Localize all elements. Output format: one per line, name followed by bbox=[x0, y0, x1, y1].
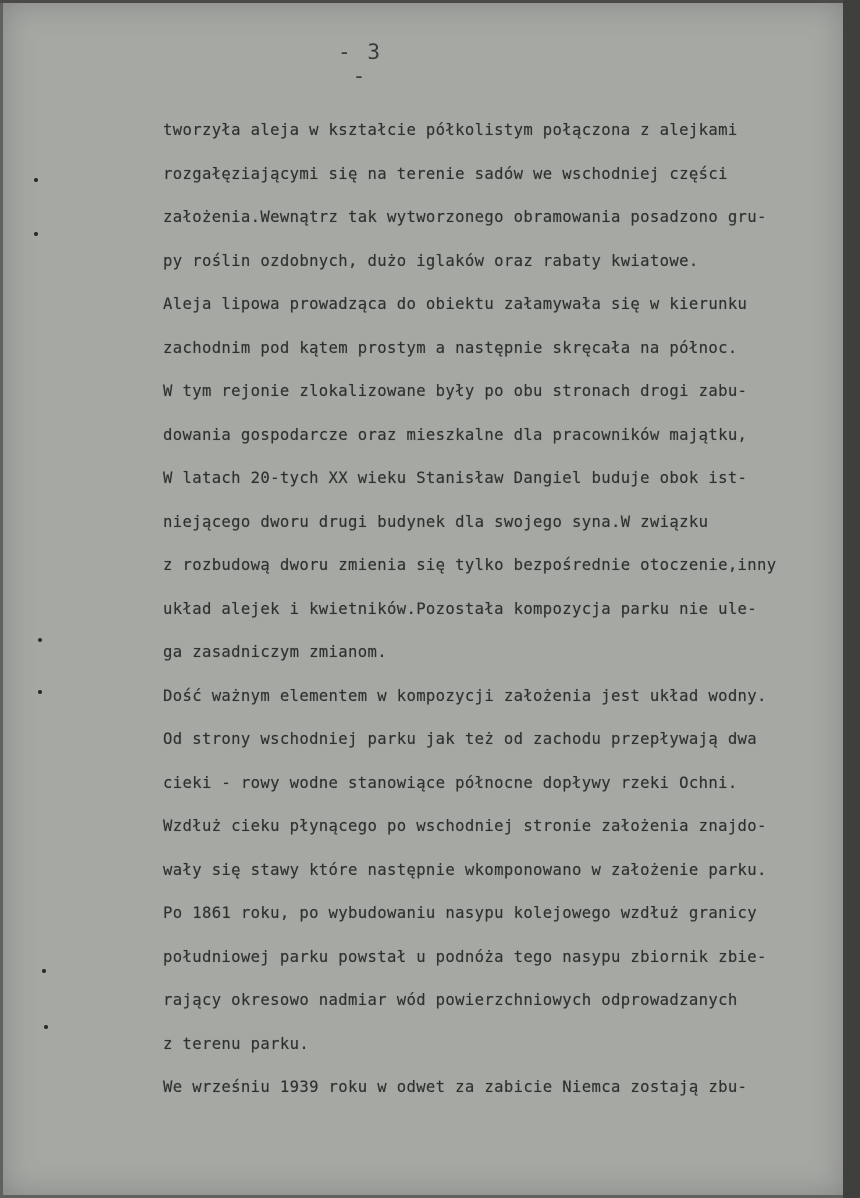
text-line: rozgałęziającymi się na terenie sadów we wschodniej części bbox=[163, 165, 728, 183]
text-line: z rozbudową dworu zmienia się tylko bezpośrednie otoczenie,inny bbox=[163, 556, 777, 574]
text-line: W latach 20-tych XX wieku Stanisław Dangiel buduje obok ist- bbox=[163, 469, 748, 487]
text-line: Dość ważnym elementem w kompozycji założenia jest układ wodny. bbox=[163, 687, 767, 705]
page-number: - 3 - bbox=[338, 40, 382, 88]
text-line: założenia.Wewnątrz tak wytworzonego obramowania posadzono gru- bbox=[163, 208, 767, 226]
margin-mark bbox=[34, 178, 38, 182]
text-line: W tym rejonie zlokalizowane były po obu stronach drogi zabu- bbox=[163, 382, 748, 400]
margin-mark bbox=[42, 969, 46, 973]
margin-mark bbox=[38, 690, 42, 694]
text-line: Aleja lipowa prowadząca do obiektu załamywała się w kierunku bbox=[163, 295, 748, 313]
text-line: ga zasadniczym zmianom. bbox=[163, 643, 387, 661]
scan-border-top bbox=[0, 0, 860, 3]
text-line: wały się stawy które następnie wkomponowano w założenie parku. bbox=[163, 861, 767, 879]
margin-mark bbox=[44, 1025, 48, 1029]
margin-mark bbox=[38, 638, 42, 642]
text-line: We wrześniu 1939 roku w odwet za zabicie Niemca zostają zbu- bbox=[163, 1078, 748, 1096]
text-line: Po 1861 roku, po wybudowaniu nasypu kolejowego wzdłuż granicy bbox=[163, 904, 758, 922]
text-line: niejącego dworu drugi budynek dla swojego syna.W związku bbox=[163, 513, 709, 531]
text-line: tworzyła aleja w kształcie półkolistym połączona z alejkami bbox=[163, 121, 738, 139]
text-line: rający okresowo nadmiar wód powierzchniowych odprowadzanych bbox=[163, 991, 738, 1009]
text-line: zachodnim pod kątem prostym a następnie skręcała na północ. bbox=[163, 339, 738, 357]
text-line: południowej parku powstał u podnóża tego nasypu zbiornik zbie- bbox=[163, 948, 767, 966]
text-line: z terenu parku. bbox=[163, 1035, 310, 1053]
margin-mark bbox=[34, 232, 38, 236]
text-line: py roślin ozdobnych, dużo iglaków oraz rabaty kwiatowe. bbox=[163, 252, 699, 270]
text-line: Od strony wschodniej parku jak też od zachodu przepływają dwa bbox=[163, 730, 758, 748]
scan-border-right bbox=[843, 0, 860, 1198]
text-line: cieki - rowy wodne stanowiące północne dopływy rzeki Ochni. bbox=[163, 774, 738, 792]
text-line: Wzdłuż cieku płynącego po wschodniej stronie założenia znajdo- bbox=[163, 817, 767, 835]
text-line: układ alejek i kwietników.Pozostała kompozycja parku nie ule- bbox=[163, 600, 758, 618]
text-line: dowania gospodarcze oraz mieszkalne dla pracowników majątku, bbox=[163, 426, 748, 444]
